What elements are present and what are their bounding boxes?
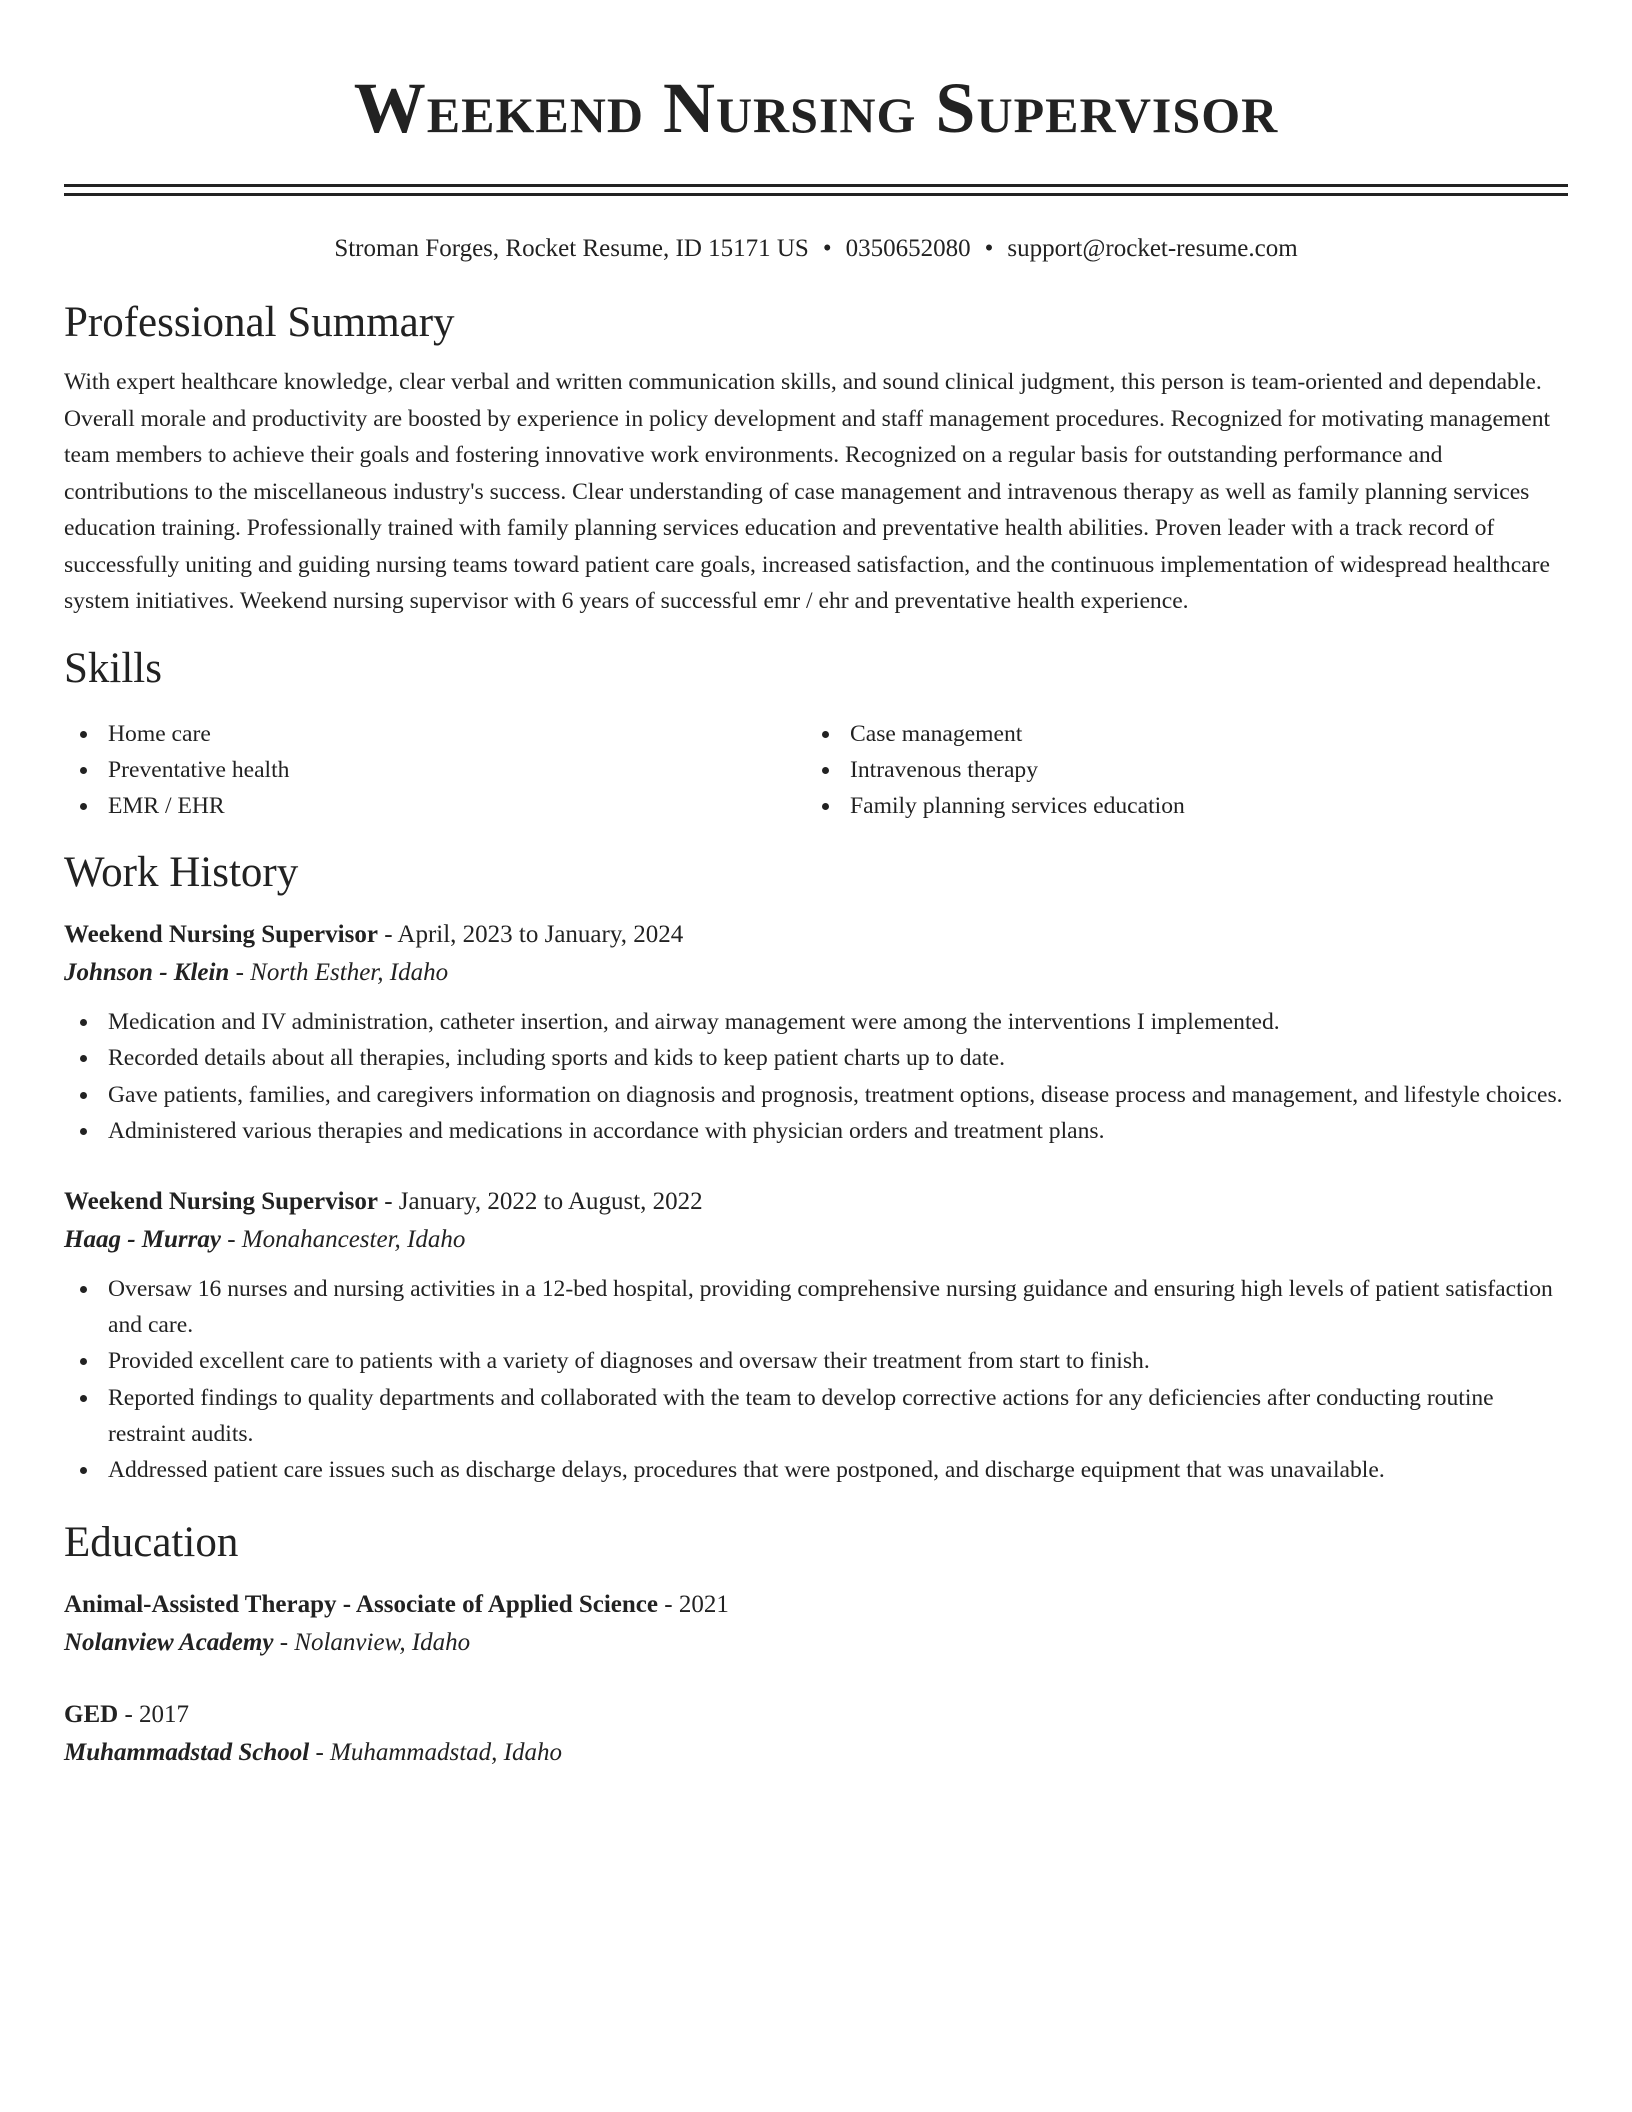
skill-item: Preventative health xyxy=(64,752,806,788)
education-school-line xyxy=(64,1624,1568,1662)
job-bullets xyxy=(64,1004,1568,1149)
job-title: Weekend Nursing Supervisor xyxy=(64,921,378,949)
job-company: Johnson - Klein xyxy=(64,959,230,987)
education-degree-line xyxy=(64,1696,1568,1734)
job-location: - Monahancester, Idaho xyxy=(227,1225,466,1253)
education-degree: GED xyxy=(64,1701,119,1729)
education-school-line xyxy=(64,1734,1568,1772)
education-school: Muhammadstad School xyxy=(64,1739,310,1767)
job-company-line xyxy=(64,1221,1568,1259)
education-location: - Muhammadstad, Idaho xyxy=(315,1739,562,1767)
header-divider-top xyxy=(64,184,1568,187)
job-location: - North Esther, Idaho xyxy=(235,959,449,987)
job-dates: - January, 2022 to August, 2022 xyxy=(384,1187,703,1215)
job-entry xyxy=(64,1183,1568,1488)
skill-item: Intravenous therapy xyxy=(806,752,1548,788)
summary-text: With expert healthcare knowledge, clear verbal and written communication skills, and sound clinical judgment, this person is team-oriented and dependable. Overall morale and productivity are boosted by experience in policy development and staff management procedures. Recognized for motivating management team members to achieve their goals and fostering innovative work environments. Recognized on a regular basis for outstanding performance and contributions to the miscellaneous industry's success. Clear understanding of case management and intravenous therapy as well as family planning services education training. Professionally trained with family planning services education and preventative health abilities. Proven leader with a track record of successfully uniting and guiding nursing teams toward patient care goals, increased satisfaction, and the continuous implementation of widespread healthcare system initiatives. Weekend nursing supervisor with 6 years of successful emr / ehr and preventative health experience. xyxy=(64,369,1551,614)
skill-item: Case management xyxy=(806,716,1548,752)
job-title: Weekend Nursing Supervisor xyxy=(64,1187,378,1215)
job-entry xyxy=(64,916,1568,1149)
skill-item: Family planning services education xyxy=(806,788,1548,824)
skill-item: EMR / EHR xyxy=(64,788,806,824)
job-dates: - April, 2023 to January, 2024 xyxy=(384,921,684,949)
education-section xyxy=(64,1516,1568,1772)
job-company-line xyxy=(64,954,1568,992)
work-history-section xyxy=(64,846,1568,1488)
education-year: - 2021 xyxy=(664,1591,729,1619)
job-bullet: Gave patients, families, and caregivers information on diagnosis and prognosis, treatment options, disease process and management, and lifestyle choices. xyxy=(64,1077,1568,1113)
job-title-line xyxy=(64,916,1568,954)
contact-address: Stroman Forges, Rocket Resume, ID 15171 US xyxy=(334,235,809,262)
contact-separator: • xyxy=(984,235,994,262)
summary-section xyxy=(64,296,1568,620)
summary-heading: Professional Summary xyxy=(64,299,455,346)
education-year: - 2017 xyxy=(124,1701,190,1729)
contact-line xyxy=(64,232,1568,266)
job-bullet: Reported findings to quality departments and collaborated with the team to develop corrective actions for any deficiencies after conducting routine restraint audits. xyxy=(64,1380,1568,1452)
job-bullet: Medication and IV administration, catheter insertion, and airway management were among the interventions I implemented. xyxy=(64,1004,1568,1040)
education-entry xyxy=(64,1696,1568,1772)
skills-list-right xyxy=(806,716,1548,825)
job-title-line xyxy=(64,1183,1568,1221)
education-degree-line xyxy=(64,1586,1568,1624)
education-school: Nolanview Academy xyxy=(64,1629,274,1657)
skills-section xyxy=(64,642,1568,825)
job-bullet: Administered various therapies and medications in accordance with physician orders and treatment plans. xyxy=(64,1113,1568,1149)
job-bullet: Oversaw 16 nurses and nursing activities in a 12-bed hospital, providing comprehensive nursing guidance and ensuring high levels of patient satisfaction and care. xyxy=(64,1271,1568,1343)
resume-name: Weekend Nursing Supervisor xyxy=(353,68,1279,148)
contact-phone: 0350652080 xyxy=(845,235,971,262)
job-bullet: Provided excellent care to patients with a variety of diagnoses and oversaw their treatment from start to finish. xyxy=(64,1343,1568,1379)
education-location: - Nolanview, Idaho xyxy=(279,1629,471,1657)
skills-heading: Skills xyxy=(64,644,162,692)
skills-list-left xyxy=(64,716,806,825)
education-entry xyxy=(64,1586,1568,1662)
job-bullet: Addressed patient care issues such as discharge delays, procedures that were postponed, and discharge equipment that was unavailable. xyxy=(64,1452,1568,1488)
job-company: Haag - Murray xyxy=(64,1225,221,1253)
education-degree: Animal-Assisted Therapy - Associate of Applied Science xyxy=(64,1591,658,1619)
contact-separator: • xyxy=(822,235,832,262)
job-bullets xyxy=(64,1271,1568,1488)
work-history-heading: Work History xyxy=(64,849,299,897)
education-heading: Education xyxy=(64,1519,239,1567)
contact-email: support@rocket-resume.com xyxy=(1007,235,1298,262)
skills-grid xyxy=(64,716,1568,825)
job-bullet: Recorded details about all therapies, including sports and kids to keep patient charts up to date. xyxy=(64,1040,1568,1076)
skill-item: Home care xyxy=(64,716,806,752)
header-divider-bottom xyxy=(64,193,1568,196)
